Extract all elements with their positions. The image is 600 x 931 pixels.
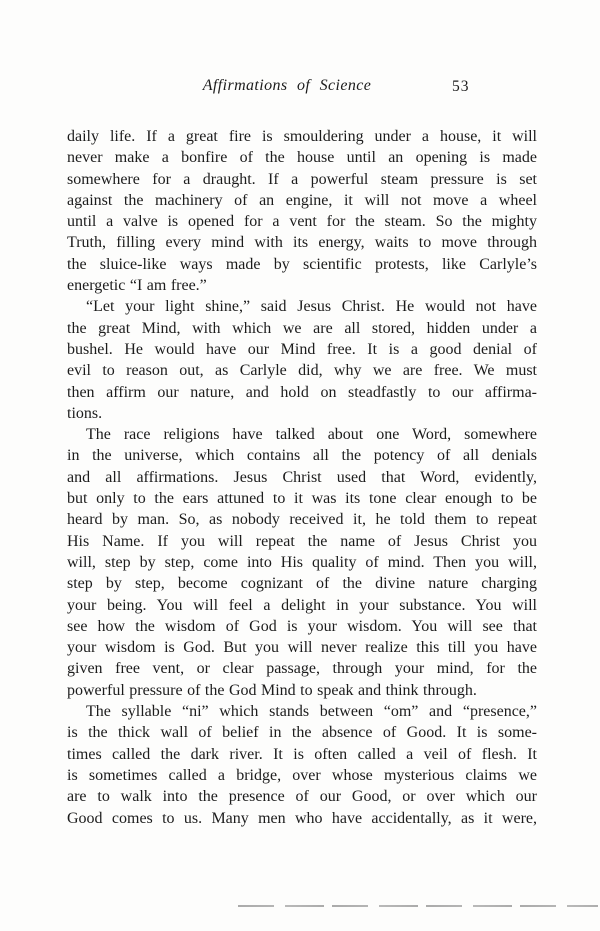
text-line: powerful pressure of the God Mind to speak and think through. bbox=[67, 681, 477, 699]
text-line: somewhere for a draught. If a powerful steam pressure is set bbox=[67, 170, 537, 188]
text-line: bushel. He would have our Mind free. It is a good denial of bbox=[67, 340, 537, 358]
text-line: times called the dark river. It is often called a veil of flesh. It bbox=[67, 745, 537, 763]
scan-artifact-line bbox=[238, 905, 598, 907]
text-line: is sometimes called a bridge, over whose mysterious claims we bbox=[67, 766, 537, 784]
page-body-text bbox=[67, 126, 537, 829]
text-line: energetic “I am free.” bbox=[67, 277, 207, 295]
text-line: then affirm our nature, and hold on steadfastly to our affirma- bbox=[67, 383, 537, 401]
text-line: see how the wisdom of God is your wisdom. You will see that bbox=[67, 617, 537, 635]
text-line: in the universe, which contains all the potency of all denials bbox=[67, 447, 537, 465]
text-line: tions. bbox=[67, 404, 103, 422]
text-line: evil to reason out, as Carlyle did, why we are free. We must bbox=[67, 362, 537, 380]
running-header-title: Affirmations of Science bbox=[202, 77, 372, 94]
text-line: your wisdom is God. But you will never realize this till you have bbox=[67, 639, 537, 657]
text-line: daily life. If a great fire is smouldering under a house, it will bbox=[67, 128, 537, 145]
text-line: against the machinery of an engine, it will not move a wheel bbox=[67, 191, 537, 209]
text-line: heard by man. So, as nobody received it, he told them to repeat bbox=[67, 511, 537, 529]
text-line: The race religions have talked about one Word, somewhere bbox=[86, 426, 537, 444]
text-line: The syllable “ni” which stands between “om” and “presence,” bbox=[86, 703, 537, 721]
text-line: are to walk into the presence of our Good, or over which our bbox=[67, 788, 537, 806]
text-line: “Let your light shine,” said Jesus Christ. He would not have bbox=[86, 298, 537, 316]
text-line: but only to the ears attuned to it was its tone clear enough to be bbox=[67, 490, 537, 508]
text-line: the sluice-like ways made by scientific protests, like Carlyle’s bbox=[67, 255, 537, 273]
text-line: never make a bonfire of the house until an opening is made bbox=[67, 149, 537, 167]
text-line: until a valve is opened for a vent for the steam. So the mighty bbox=[67, 213, 537, 231]
text-line: step by step, become cognizant of the divine nature charging bbox=[67, 575, 537, 593]
text-line: His Name. If you will repeat the name of Jesus Christ you bbox=[67, 532, 537, 550]
text-line: Good comes to us. Many men who have accidentally, as it were, bbox=[67, 809, 537, 827]
text-line: your being. You will feel a delight in your substance. You will bbox=[67, 596, 537, 614]
text-line: and all affirmations. Jesus Christ used that Word, evidently, bbox=[67, 468, 537, 486]
page-number: 53 bbox=[452, 78, 470, 95]
text-line: given free vent, or clear passage, through your mind, for the bbox=[67, 660, 537, 678]
text-line: is the thick wall of belief in the absence of Good. It is some- bbox=[67, 724, 537, 742]
text-line: will, step by step, come into His quality of mind. Then you will, bbox=[67, 553, 537, 571]
text-line: Truth, filling every mind with its energy, waits to move through bbox=[67, 234, 537, 252]
text-line: the great Mind, with which we are all stored, hidden under a bbox=[67, 319, 537, 337]
